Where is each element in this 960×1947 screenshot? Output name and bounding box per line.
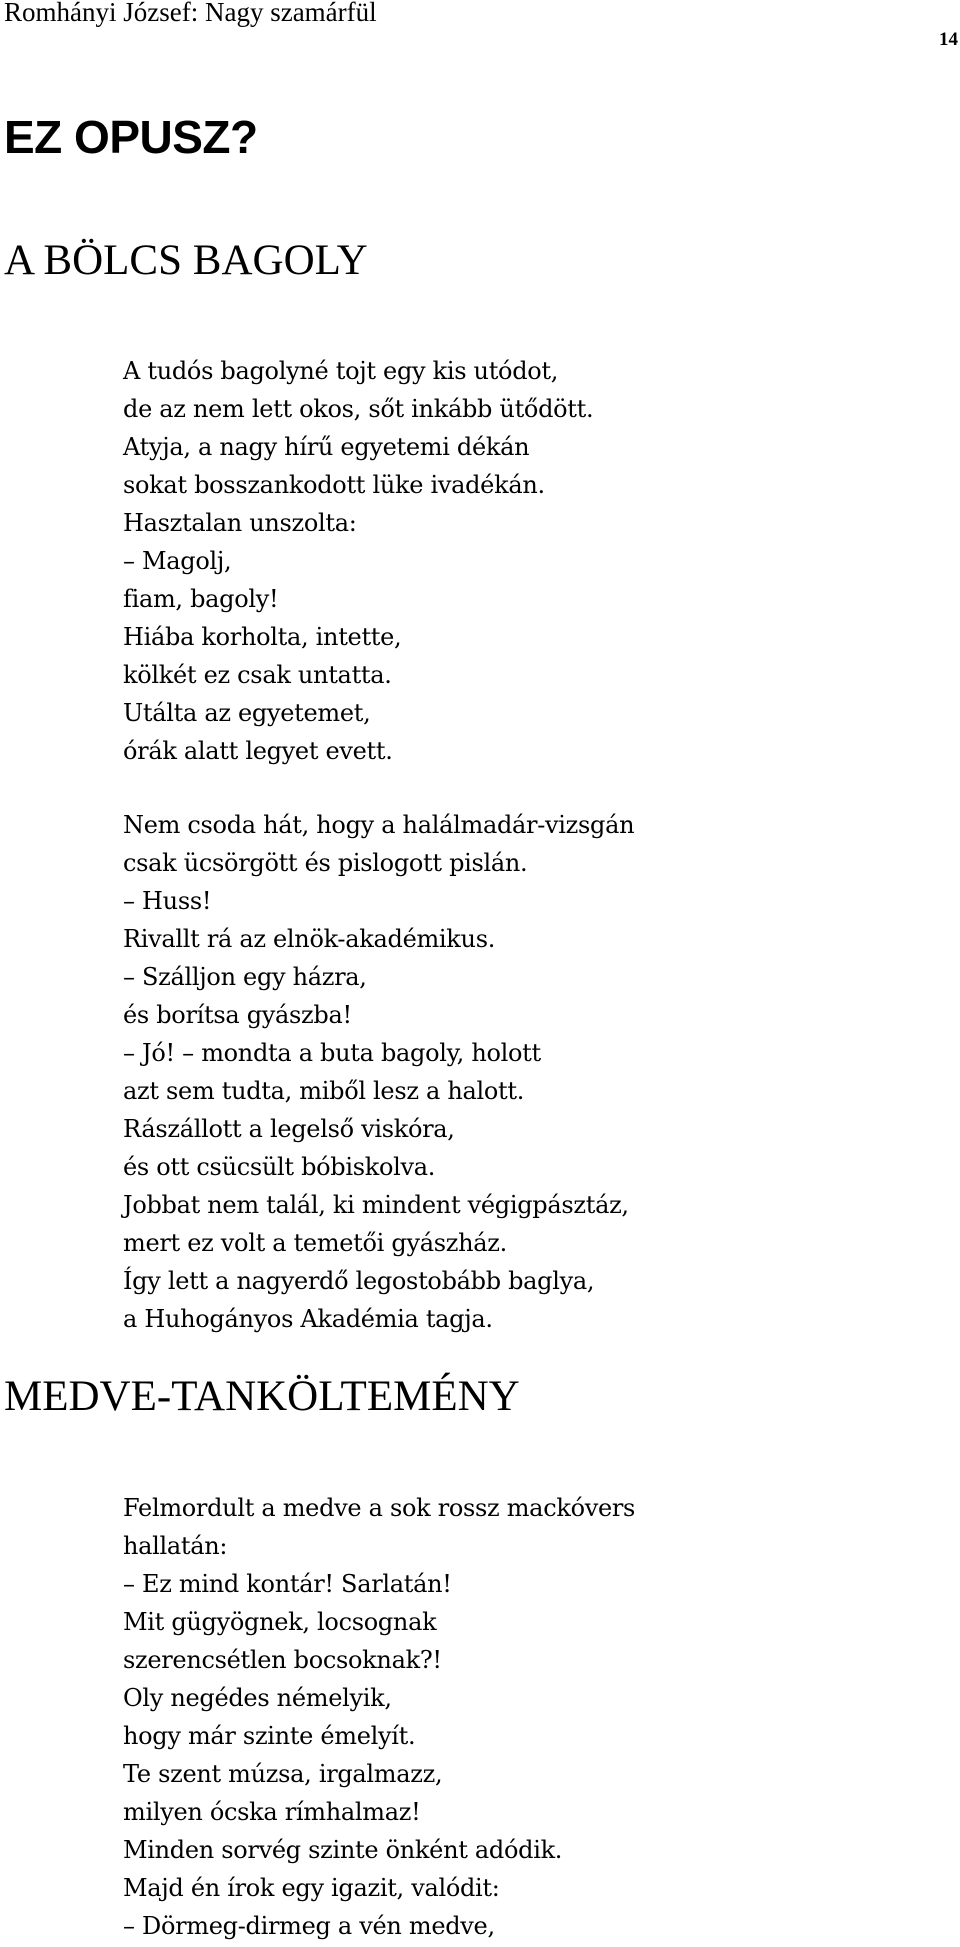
poem-line: – Ez mind kontár! Sarlatán! xyxy=(123,1570,452,1598)
poem-line: órák alatt legyet evett. xyxy=(123,737,393,765)
stanza-break xyxy=(123,770,953,806)
poem-line: Atyja, a nagy hírű egyetemi dékán xyxy=(123,433,530,461)
poem-line: Te szent múzsa, irgalmazz, xyxy=(123,1760,443,1788)
poem-line: – Dörmeg-dirmeg a vén medve, xyxy=(123,1912,495,1940)
poem-line: szerencsétlen bocsoknak?! xyxy=(123,1646,442,1674)
poem-line: azt sem tudta, miből lesz a halott. xyxy=(123,1077,525,1105)
poem-line: a Huhogányos Akadémia tagja. xyxy=(123,1305,493,1333)
poem-line: – Magolj, xyxy=(123,547,232,575)
poem-line: – Szálljon egy házra, xyxy=(123,963,367,991)
page-number: 14 xyxy=(939,29,958,50)
poem-line: de az nem lett okos, sőt inkább ütődött. xyxy=(123,395,594,423)
poem-line: milyen ócska rímhalmaz! xyxy=(123,1798,421,1826)
running-title: Romhányi József: Nagy szamárfül xyxy=(4,0,377,27)
poem-line: A tudós bagolyné tojt egy kis utódot, xyxy=(123,357,559,385)
poem-line: Rászállott a legelső viskóra, xyxy=(123,1115,455,1143)
poem-line: Így lett a nagyerdő legostobább baglya, xyxy=(123,1267,595,1295)
poem-line: hallatán: xyxy=(123,1532,228,1560)
poem-line: és ott csücsült bóbiskolva. xyxy=(123,1153,436,1181)
stanza xyxy=(123,806,953,1338)
poem-line: Hiába korholta, intette, xyxy=(123,623,402,651)
poem-line: fiam, bagoly! xyxy=(123,585,279,613)
poem-line: Rivallt rá az elnök-akadémikus. xyxy=(123,925,496,953)
poem-line: Majd én írok egy igazit, valódit: xyxy=(123,1874,500,1902)
poem-line: és borítsa gyászba! xyxy=(123,1001,352,1029)
poem-line: Oly negédes némelyik, xyxy=(123,1684,392,1712)
poem-line: hogy már szinte émelyít. xyxy=(123,1722,416,1750)
poem-line: Utálta az egyetemet, xyxy=(123,699,371,727)
chapter-title: EZ OPUSZ? xyxy=(4,111,258,163)
poem-line: Minden sorvég szinte önként adódik. xyxy=(123,1836,563,1864)
stanza xyxy=(123,1489,953,1945)
poem-line: – Huss! xyxy=(123,887,212,915)
poem-line: sokat bosszankodott lüke ivadékán. xyxy=(123,471,545,499)
poem-line: csak ücsörgött és pislogott pislán. xyxy=(123,849,528,877)
poem-line: Jobbat nem talál, ki mindent végigpásztáz, xyxy=(123,1191,629,1219)
poem-line: kölkét ez csak untatta. xyxy=(123,661,392,689)
poem-line: Hasztalan unszolta: xyxy=(123,509,357,537)
poem-line: – Jó! – mondta a buta bagoly, holott xyxy=(123,1039,541,1067)
poem-title-bolcs-bagoly: A BÖLCS BAGOLY xyxy=(4,237,368,284)
stanza xyxy=(123,352,953,770)
poem-body-bolcs-bagoly xyxy=(123,352,953,1338)
poem-title-medve-tankoltemeny: MEDVE-TANKÖLTEMÉNY xyxy=(4,1373,520,1420)
poem-line: Mit gügyögnek, locsognak xyxy=(123,1608,437,1636)
poem-line: Felmordult a medve a sok rossz mackóvers xyxy=(123,1494,636,1522)
poem-line: Nem csoda hát, hogy a halálmadár-vizsgán xyxy=(123,811,635,839)
poem-line: mert ez volt a temetői gyászház. xyxy=(123,1229,507,1257)
poem-body-medve-tankoltemeny xyxy=(123,1489,953,1945)
